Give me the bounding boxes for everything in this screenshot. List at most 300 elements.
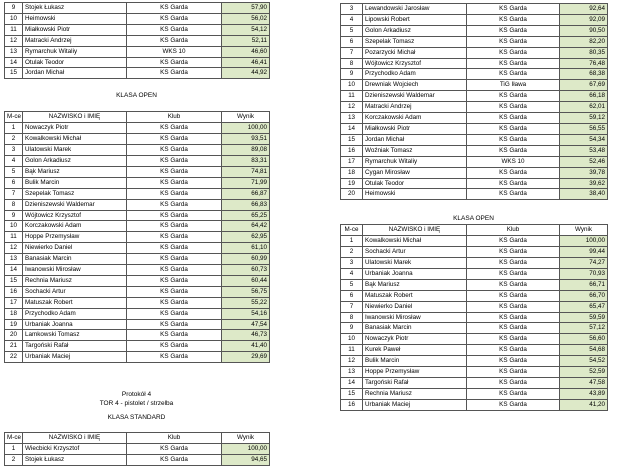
section-title: KLASA OPEN: [453, 215, 494, 223]
cell-position: 4: [5, 155, 23, 166]
cell-name: Niewierko Daniel: [23, 243, 127, 254]
cell-name: Hoppe Przemysław: [23, 232, 127, 243]
cell-name: Rymarchuk Witaliy: [23, 46, 127, 57]
table-row: [341, 178, 608, 189]
cell-score: 66,83: [222, 199, 270, 210]
header-pos: M-ce: [5, 112, 23, 123]
header-score: Wynik: [560, 225, 608, 236]
cell-name: Urbaniak Joanna: [23, 319, 127, 330]
cell-score: 39,78: [560, 167, 608, 178]
table-row: [341, 367, 608, 378]
cell-name: Niewierko Daniel: [363, 301, 467, 312]
table-row: [341, 399, 608, 410]
cell-score: 54,12: [222, 24, 270, 35]
cell-club: KS Garda: [127, 221, 222, 232]
table-row: [5, 123, 270, 134]
cell-club: KS Garda: [127, 254, 222, 265]
cell-score: 92,64: [560, 4, 608, 15]
header-club: Klub: [467, 225, 560, 236]
cell-club: KS Garda: [127, 134, 222, 145]
cell-score: 56,60: [560, 334, 608, 345]
cell-position: 7: [341, 301, 363, 312]
table-row: [5, 13, 270, 24]
cell-name: Bąk Mariusz: [363, 279, 467, 290]
cell-score: 93,51: [222, 134, 270, 145]
cell-score: 59,12: [560, 113, 608, 124]
cell-position: 6: [341, 290, 363, 301]
table-row: [341, 356, 608, 367]
cell-club: KS Garda: [127, 123, 222, 134]
table-row: [5, 297, 270, 308]
cell-position: 7: [5, 188, 23, 199]
cell-name: Korczakowski Adam: [23, 221, 127, 232]
cell-position: 16: [341, 145, 363, 156]
cell-score: 38,40: [560, 189, 608, 200]
table-row: [5, 177, 270, 188]
cell-club: KS Garda: [127, 444, 222, 455]
table-row: [5, 232, 270, 243]
cell-position: 12: [341, 102, 363, 113]
cell-club: KS Garda: [127, 319, 222, 330]
cell-name: Korczakowski Adam: [363, 113, 467, 124]
cell-score: 46,60: [222, 46, 270, 57]
cell-name: Iwanowski Mirosław: [23, 265, 127, 276]
cell-position: 5: [341, 279, 363, 290]
cell-score: 65,25: [222, 210, 270, 221]
cell-club: KS Garda: [467, 279, 560, 290]
cell-club: KS Garda: [467, 102, 560, 113]
cell-name: Wójtowicz Krzysztof: [23, 210, 127, 221]
cell-name: Bąk Mariusz: [23, 166, 127, 177]
cell-name: Targoński Rafał: [23, 341, 127, 352]
cell-name: Jordan Michał: [363, 134, 467, 145]
cell-score: 52,11: [222, 35, 270, 46]
cell-club: KS Garda: [127, 145, 222, 156]
cell-club: KS Garda: [467, 145, 560, 156]
cell-club: KS Garda: [127, 455, 222, 466]
cell-club: KS Garda: [467, 25, 560, 36]
results-table-continued: [4, 2, 270, 79]
cell-position: 15: [341, 134, 363, 145]
table-row: [341, 102, 608, 113]
cell-score: 92,09: [560, 14, 608, 25]
header-club: Klub: [127, 112, 222, 123]
cell-score: 60,73: [222, 265, 270, 276]
cell-score: 54,34: [560, 134, 608, 145]
cell-score: 60,44: [222, 275, 270, 286]
cell-position: 1: [5, 444, 23, 455]
table-row: [5, 46, 270, 57]
cell-club: KS Garda: [467, 399, 560, 410]
cell-club: KS Garda: [127, 35, 222, 46]
cell-club: KS Garda: [467, 268, 560, 279]
table-row: [341, 236, 608, 247]
cell-position: 14: [5, 265, 23, 276]
cell-score: 57,90: [222, 3, 270, 14]
table-row: [5, 319, 270, 330]
cell-score: 65,47: [560, 301, 608, 312]
cell-position: 2: [5, 134, 23, 145]
cell-name: Ulatowski Marek: [363, 258, 467, 269]
cell-club: KS Garda: [127, 330, 222, 341]
table-row: [5, 254, 270, 265]
table-row: [5, 265, 270, 276]
table-row: [341, 301, 608, 312]
cell-club: KS Garda: [467, 378, 560, 389]
header-score: Wynik: [222, 112, 270, 123]
cell-score: 61,10: [222, 243, 270, 254]
cell-name: Matracki Andrzej: [363, 102, 467, 113]
table-row: [5, 286, 270, 297]
table-row: [341, 69, 608, 80]
right-column: [340, 3, 607, 411]
cell-score: 62,95: [222, 232, 270, 243]
cell-club: TiG Iława: [467, 80, 560, 91]
cell-club: KS Garda: [467, 113, 560, 124]
table-row: [341, 156, 608, 167]
protocol-title: Protokół 4: [121, 391, 152, 399]
table-row: [341, 247, 608, 258]
cell-score: 66,18: [560, 91, 608, 102]
cell-name: Targoński Rafał: [363, 378, 467, 389]
cell-name: Iwanowski Mirosław: [363, 312, 467, 323]
cell-position: 11: [5, 24, 23, 35]
cell-position: 19: [5, 319, 23, 330]
cell-position: 6: [5, 177, 23, 188]
cell-name: Kowalkowski Michał: [23, 134, 127, 145]
cell-club: KS Garda: [127, 286, 222, 297]
table-row: [5, 444, 270, 455]
header-name: NAZWISKO i IMIĘ: [23, 112, 127, 123]
cell-score: 74,81: [222, 166, 270, 177]
cell-club: KS Garda: [467, 388, 560, 399]
table-row: [5, 155, 270, 166]
cell-position: 15: [5, 68, 23, 79]
cell-position: 8: [341, 58, 363, 69]
table-row: [5, 221, 270, 232]
cell-score: 80,35: [560, 47, 608, 58]
cell-score: 59,59: [560, 312, 608, 323]
cell-position: 2: [341, 247, 363, 258]
cell-club: KS Garda: [467, 334, 560, 345]
cell-name: Bulik Marcin: [363, 356, 467, 367]
cell-name: Rechnia Mariusz: [23, 275, 127, 286]
cell-name: Banasiak Marcin: [363, 323, 467, 334]
cell-position: 1: [5, 123, 23, 134]
cell-score: 100,00: [222, 444, 270, 455]
cell-position: 14: [5, 57, 23, 68]
cell-score: 68,38: [560, 69, 608, 80]
table-row: [5, 145, 270, 156]
cell-position: 7: [341, 47, 363, 58]
cell-club: KS Garda: [467, 323, 560, 334]
table-row: [5, 308, 270, 319]
cell-name: Miałkowski Piotr: [363, 123, 467, 134]
cell-club: KS Garda: [467, 123, 560, 134]
cell-position: 8: [341, 312, 363, 323]
cell-position: 10: [5, 221, 23, 232]
table-row: [341, 334, 608, 345]
cell-position: 12: [5, 35, 23, 46]
cell-name: Golon Arkadiusz: [23, 155, 127, 166]
cell-position: 16: [5, 286, 23, 297]
cell-name: Woźniak Tomasz: [363, 145, 467, 156]
cell-name: Szepelak Tomasz: [363, 36, 467, 47]
cell-club: KS Garda: [127, 243, 222, 254]
cell-name: Drewniak Wojciech: [363, 80, 467, 91]
table-row: [341, 323, 608, 334]
cell-score: 47,58: [560, 378, 608, 389]
cell-club: KS Garda: [127, 68, 222, 79]
cell-name: Stojek Łukasz: [23, 3, 127, 14]
cell-club: KS Garda: [467, 290, 560, 301]
cell-club: KS Garda: [127, 155, 222, 166]
table-row: [5, 243, 270, 254]
cell-club: KS Garda: [467, 4, 560, 15]
table-row: [341, 279, 608, 290]
table-row: [341, 268, 608, 279]
table-row: [341, 345, 608, 356]
cell-position: 2: [5, 455, 23, 466]
cell-name: Matuszak Robert: [23, 297, 127, 308]
cell-position: 3: [341, 4, 363, 15]
cell-name: Otulak Teodor: [363, 178, 467, 189]
table-row: [341, 290, 608, 301]
table-header-row: [5, 112, 270, 123]
section-title: KLASA STANDARD: [107, 414, 166, 422]
cell-position: 6: [341, 36, 363, 47]
cell-club: KS Garda: [127, 13, 222, 24]
header-name: NAZWISKO i IMIĘ: [23, 433, 127, 444]
cell-position: 11: [341, 345, 363, 356]
table-row: [5, 352, 270, 363]
cell-score: 54,52: [560, 356, 608, 367]
cell-name: Przychodko Adam: [363, 69, 467, 80]
cell-position: 13: [5, 254, 23, 265]
cell-name: Wiecbicki Krzysztof: [23, 444, 127, 455]
table-row: [341, 36, 608, 47]
cell-club: KS Garda: [127, 57, 222, 68]
cell-position: 3: [341, 258, 363, 269]
cell-name: Miałkowski Piotr: [23, 24, 127, 35]
cell-name: Ulatowski Marek: [23, 145, 127, 156]
cell-name: Pozarzycki Michał: [363, 47, 467, 58]
table-row: [5, 3, 270, 14]
table-row: [341, 4, 608, 15]
cell-position: 13: [341, 367, 363, 378]
cell-position: 8: [5, 199, 23, 210]
cell-club: KS Garda: [127, 352, 222, 363]
table-row: [5, 199, 270, 210]
cell-position: 9: [5, 210, 23, 221]
cell-name: Kurek Paweł: [363, 345, 467, 356]
header-score: Wynik: [222, 433, 270, 444]
cell-club: KS Garda: [127, 188, 222, 199]
table-row: [5, 24, 270, 35]
cell-position: 4: [341, 14, 363, 25]
cell-name: Lipowski Robert: [363, 14, 467, 25]
cell-position: 17: [5, 297, 23, 308]
cell-club: KS Garda: [467, 189, 560, 200]
table-row: [5, 166, 270, 177]
cell-score: 55,22: [222, 297, 270, 308]
cell-name: Sochacki Artur: [363, 247, 467, 258]
cell-position: 3: [5, 145, 23, 156]
header-name: NAZWISKO i IMIĘ: [363, 225, 467, 236]
cell-score: 41,40: [222, 341, 270, 352]
cell-score: 99,44: [560, 247, 608, 258]
cell-position: 20: [341, 189, 363, 200]
cell-position: 13: [341, 113, 363, 124]
header-pos: M-ce: [5, 433, 23, 444]
cell-score: 39,62: [560, 178, 608, 189]
cell-score: 67,69: [560, 80, 608, 91]
cell-name: Urbaniak Maciej: [23, 352, 127, 363]
cell-position: 15: [341, 388, 363, 399]
cell-name: Szepelak Tomasz: [23, 188, 127, 199]
cell-club: KS Garda: [467, 236, 560, 247]
cell-position: 11: [5, 232, 23, 243]
cell-score: 44,92: [222, 68, 270, 79]
table-row: [341, 167, 608, 178]
table-header-row: [341, 225, 608, 236]
cell-score: 94,65: [222, 455, 270, 466]
results-table-continued: [340, 3, 608, 200]
table-row: [5, 57, 270, 68]
table-row: [5, 134, 270, 145]
cell-name: Nowaczyk Piotr: [23, 123, 127, 134]
cell-score: 54,16: [222, 308, 270, 319]
cell-position: 13: [5, 46, 23, 57]
table-row: [341, 80, 608, 91]
cell-score: 66,71: [560, 279, 608, 290]
cell-position: 17: [341, 156, 363, 167]
cell-club: KS Garda: [467, 345, 560, 356]
cell-club: KS Garda: [127, 3, 222, 14]
cell-score: 53,48: [560, 145, 608, 156]
cell-name: Dzieniszewski Waldemar: [23, 199, 127, 210]
cell-club: KS Garda: [467, 134, 560, 145]
cell-score: 64,42: [222, 221, 270, 232]
cell-position: 22: [5, 352, 23, 363]
cell-name: Otulak Teodor: [23, 57, 127, 68]
cell-score: 56,75: [222, 286, 270, 297]
cell-score: 52,46: [560, 156, 608, 167]
table-row: [341, 25, 608, 36]
cell-score: 43,89: [560, 388, 608, 399]
cell-club: KS Garda: [467, 356, 560, 367]
cell-position: 10: [341, 80, 363, 91]
table-row: [341, 47, 608, 58]
cell-position: 4: [341, 268, 363, 279]
protocol-subtitle: TOR 4 - pistolet / strzelba: [99, 400, 174, 408]
cell-name: Jordan Michał: [23, 68, 127, 79]
cell-name: Lewandowski Jarosław: [363, 4, 467, 15]
left-column: [4, 2, 269, 466]
cell-score: 46,73: [222, 330, 270, 341]
cell-club: KS Garda: [467, 312, 560, 323]
cell-score: 41,20: [560, 399, 608, 410]
table-row: [341, 378, 608, 389]
cell-name: Stojek Łukasz: [23, 455, 127, 466]
cell-position: 9: [341, 323, 363, 334]
cell-score: 71,99: [222, 177, 270, 188]
cell-position: 14: [341, 123, 363, 134]
header-club: Klub: [127, 433, 222, 444]
cell-score: 54,68: [560, 345, 608, 356]
cell-club: KS Garda: [127, 166, 222, 177]
cell-club: KS Garda: [467, 258, 560, 269]
cell-name: Rechnia Mariusz: [363, 388, 467, 399]
cell-score: 52,59: [560, 367, 608, 378]
cell-name: Kowalkowski Michał: [363, 236, 467, 247]
cell-position: 11: [341, 91, 363, 102]
cell-name: Sochacki Artur: [23, 286, 127, 297]
cell-position: 14: [341, 378, 363, 389]
cell-name: Matracki Andrzej: [23, 35, 127, 46]
cell-score: 100,00: [560, 236, 608, 247]
cell-score: 83,31: [222, 155, 270, 166]
table-row: [341, 258, 608, 269]
table-row: [5, 275, 270, 286]
cell-score: 90,50: [560, 25, 608, 36]
cell-score: 62,01: [560, 102, 608, 113]
cell-club: KS Garda: [467, 167, 560, 178]
cell-position: 10: [341, 334, 363, 345]
cell-name: Dzieniszewski Waldemar: [363, 91, 467, 102]
cell-club: KS Garda: [467, 301, 560, 312]
results-table-open: [4, 111, 270, 363]
cell-club: KS Garda: [467, 36, 560, 47]
cell-name: Heimowski: [363, 189, 467, 200]
cell-score: 47,54: [222, 319, 270, 330]
table-row: [341, 58, 608, 69]
cell-score: 57,12: [560, 323, 608, 334]
cell-name: Banasiak Marcin: [23, 254, 127, 265]
cell-score: 66,87: [222, 188, 270, 199]
cell-name: Hoppe Przemysław: [363, 367, 467, 378]
table-row: [341, 145, 608, 156]
cell-name: Urbaniak Joanna: [363, 268, 467, 279]
table-row: [341, 14, 608, 25]
cell-club: KS Garda: [127, 341, 222, 352]
cell-club: KS Garda: [467, 367, 560, 378]
cell-position: 20: [5, 330, 23, 341]
cell-score: 70,93: [560, 268, 608, 279]
table-row: [5, 68, 270, 79]
cell-club: KS Garda: [127, 308, 222, 319]
cell-position: 18: [341, 167, 363, 178]
cell-club: KS Garda: [127, 210, 222, 221]
cell-score: 74,27: [560, 258, 608, 269]
table-row: [341, 134, 608, 145]
table-row: [5, 455, 270, 466]
cell-club: KS Garda: [127, 199, 222, 210]
cell-position: 19: [341, 178, 363, 189]
table-row: [5, 210, 270, 221]
cell-score: 56,55: [560, 123, 608, 134]
table-row: [5, 330, 270, 341]
table-row: [341, 123, 608, 134]
cell-club: KS Garda: [127, 177, 222, 188]
cell-name: Cygan Mirosław: [363, 167, 467, 178]
cell-score: 76,48: [560, 58, 608, 69]
cell-score: 100,00: [222, 123, 270, 134]
cell-position: 18: [5, 308, 23, 319]
cell-position: 12: [341, 356, 363, 367]
cell-name: Urbaniak Maciej: [363, 399, 467, 410]
table-row: [341, 388, 608, 399]
